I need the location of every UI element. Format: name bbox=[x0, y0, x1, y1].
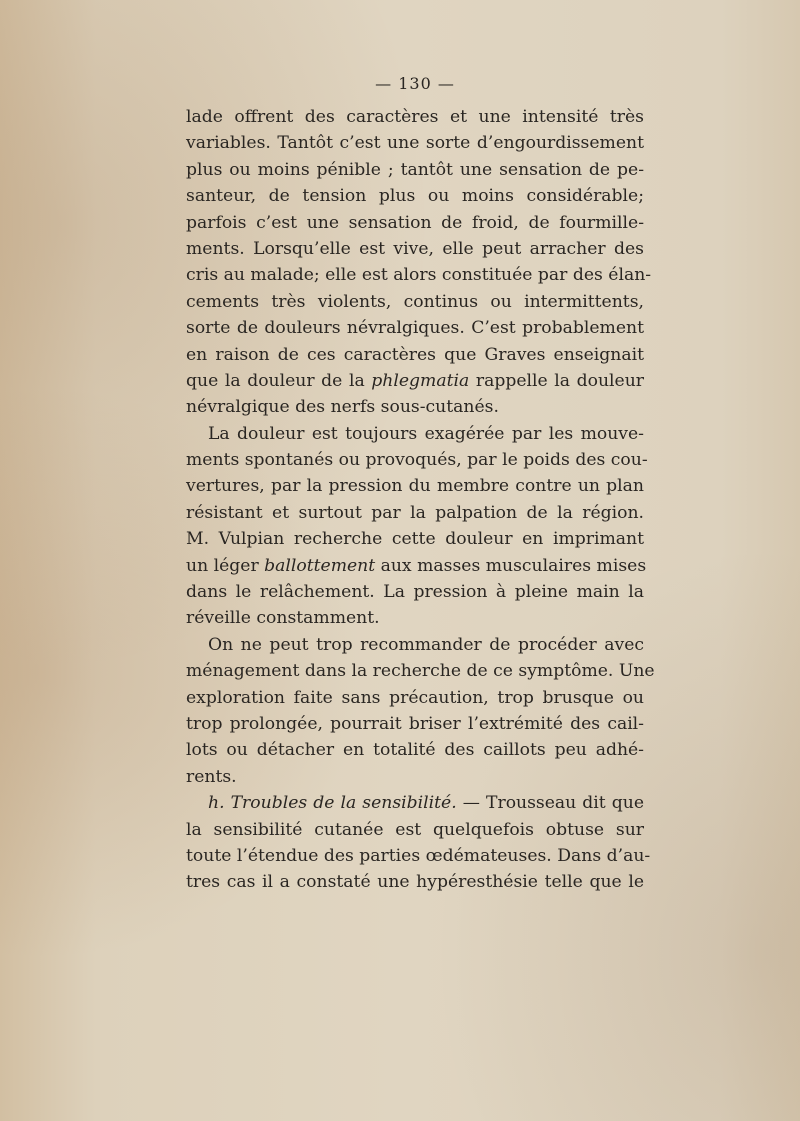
text-line bbox=[186, 262, 652, 288]
text-line bbox=[186, 817, 644, 843]
text-segment: névralgique des nerfs sous-cutanés. bbox=[186, 397, 499, 418]
text-segment: en raison de ces caractères que Graves enseignait bbox=[186, 344, 644, 365]
text-line bbox=[186, 289, 644, 315]
text-line bbox=[186, 236, 644, 262]
text-segment: aux masses musculaires mises bbox=[375, 555, 647, 576]
text-line bbox=[186, 869, 644, 895]
text-segment: tres cas il a constaté une hypéresthésie telle que le bbox=[186, 872, 644, 893]
text-segment: dans le relâchement. La pression à pleine main la bbox=[186, 582, 644, 603]
text-segment: — Trousseau dit que bbox=[456, 793, 645, 814]
text-line bbox=[186, 553, 647, 579]
text-line bbox=[186, 737, 644, 763]
text-line bbox=[186, 315, 644, 341]
text-segment: ments spontanés ou provoqués, par le poids des cou- bbox=[186, 450, 648, 471]
text-line bbox=[186, 500, 644, 526]
italic-text: phlegmatia bbox=[371, 370, 470, 391]
page-number: — 130 — bbox=[375, 74, 455, 93]
text-segment: M. Vulpian recherche cette douleur en imprimant bbox=[186, 529, 644, 550]
text-segment: lade offrent des caractères et une intensité très bbox=[186, 107, 644, 127]
text-segment: On ne peut trop recommander de procéder avec bbox=[208, 634, 644, 655]
text-segment: exploration faite sans précaution, trop brusque ou bbox=[186, 687, 644, 708]
text-segment: ménagement dans la recherche de ce symptôme. Une bbox=[186, 661, 655, 682]
text-segment: rappelle la douleur bbox=[469, 370, 644, 391]
text-line bbox=[186, 764, 644, 790]
text-line bbox=[186, 685, 644, 711]
text-segment: lots ou détacher en totalité des caillots peu adhé- bbox=[186, 740, 644, 761]
text-segment: cements très violents, continus ou intermittents, bbox=[186, 291, 644, 312]
italic-text: h. Troubles de la sensibilité. bbox=[208, 793, 457, 814]
text-line bbox=[186, 790, 644, 816]
text-line bbox=[186, 447, 648, 473]
text-line bbox=[186, 157, 644, 183]
text-line bbox=[186, 210, 644, 236]
text-line bbox=[186, 579, 644, 605]
text-line bbox=[186, 526, 644, 552]
text-line bbox=[186, 658, 655, 684]
text-segment: réveille constamment. bbox=[186, 608, 380, 629]
text-line bbox=[186, 421, 644, 447]
text-line bbox=[186, 130, 644, 156]
italic-text: ballottement bbox=[264, 555, 376, 576]
text-segment: la sensibilité cutanée est quelquefois obtuse sur bbox=[186, 819, 644, 840]
text-segment: sorte de douleurs névralgiques. C’est probablement bbox=[186, 318, 644, 339]
text-segment: rents. bbox=[186, 766, 237, 787]
text-line bbox=[186, 368, 644, 394]
body-text bbox=[186, 104, 655, 896]
text-line bbox=[186, 473, 644, 499]
text-segment: santeur, de tension plus ou moins considérable; bbox=[186, 186, 644, 207]
text-segment: un léger bbox=[186, 555, 265, 576]
text-segment: toute l’étendue des parties œdémateuses. Dans d’au- bbox=[186, 845, 651, 866]
text-segment: parfois c’est une sensation de froid, de fourmille- bbox=[186, 212, 644, 233]
text-line bbox=[186, 104, 644, 130]
text-line bbox=[186, 183, 644, 209]
text-line bbox=[186, 632, 644, 658]
text-segment: trop prolongée, pourrait briser l’extrémité des cail- bbox=[186, 713, 644, 734]
text-line bbox=[186, 605, 644, 631]
text-line bbox=[186, 342, 644, 368]
text-line bbox=[186, 843, 651, 869]
text-segment: vertures, par la pression du membre contre un plan bbox=[186, 476, 644, 497]
text-line bbox=[186, 394, 644, 420]
text-segment: variables. Tantôt c’est une sorte d’engourdissement bbox=[186, 133, 644, 154]
text-segment: La douleur est toujours exagérée par les mouve- bbox=[208, 423, 644, 444]
text-segment: résistant et surtout par la palpation de la région. bbox=[186, 502, 644, 523]
text-segment: cris au malade; elle est alors constituée par des élan- bbox=[186, 265, 652, 286]
text-segment: plus ou moins pénible ; tantôt une sensation de pe- bbox=[186, 159, 644, 180]
text-line bbox=[186, 711, 644, 737]
text-segment: que la douleur de la bbox=[186, 370, 372, 391]
text-segment: ments. Lorsqu’elle est vive, elle peut arracher des bbox=[186, 238, 644, 259]
